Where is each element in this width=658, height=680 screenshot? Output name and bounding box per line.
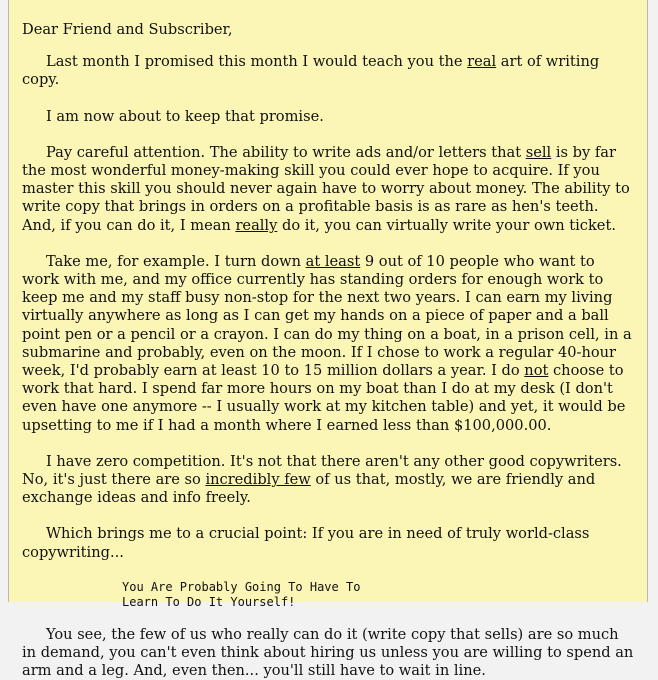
paragraph-2: I am now about to keep that promise. xyxy=(46,107,324,125)
paragraph-6: Which brings me to a crucial point: If you are in need of truly world-class copywriting... xyxy=(22,525,590,561)
paragraph-7: You see, the few of us who really can do it (write copy that sells) are so much in demand, you can't even think about hiring us unless you are willing to spend an arm and a leg. And, even then... you'll still have to wait in line. xyxy=(22,625,634,680)
paragraph-4 xyxy=(22,253,634,435)
text: is by far the most wonderful money-making skill you could ever hope to acquire. If you master this skill you should never again have to worry about money. The ability to write copy that brings in orders on a profitable basis is as rare as hen's teeth. And, if you can do it, I mean xyxy=(22,143,630,234)
text: I have zero competition. It's not that there aren't any other good copywriters. No, it's just there are so xyxy=(22,452,622,489)
monospace-line: Learn To Do It Yourself! xyxy=(122,594,296,609)
underlined-text: at least xyxy=(305,252,361,270)
text: Last month I promised this month I would teach you the xyxy=(46,53,468,71)
letter-page xyxy=(8,0,648,680)
underlined-text: real xyxy=(467,53,497,71)
text: Pay careful attention. The ability to write ads and/or letters that xyxy=(46,143,526,161)
underlined-text: not xyxy=(524,362,549,380)
monospace-headline xyxy=(122,580,634,610)
paragraph-3 xyxy=(22,144,634,235)
text: art of writing copy. xyxy=(22,53,600,89)
monospace-line: You Are Probably Going To Have To xyxy=(122,579,361,594)
paragraph-1 xyxy=(22,53,634,89)
underlined-text: sell xyxy=(525,143,552,161)
paragraph-5 xyxy=(22,453,634,508)
underlined-text: incredibly few xyxy=(205,471,311,489)
underlined-text: really xyxy=(235,216,278,234)
text: 9 out of 10 people who want to work with me, and my office currently has standing orders for enough work to keep me and my staff busy non-stop for the next two years. I can earn my living virtually anywhere as long as I can get my hands on a piece of paper and a ball point pen or a pencil or a crayon. I can do my thing on a boat, in a prison cell, in a submarine and probably, even on the moon. If I chose to work a regular 40-hour week, I'd probably earn at least 10 to 15 million dollars a year. I do xyxy=(22,252,632,380)
text: Take me, for example. I turn down xyxy=(46,252,306,270)
text: choose to work that hard. I spend far more hours on my boat than I do at my desk (I don't even have one anymore -- I usually work at my kitchen table) and yet, it would be upsetting to me if I had a month where I earned less than $100,000.00. xyxy=(22,362,626,434)
salutation: Dear Friend and Subscriber, xyxy=(22,21,233,38)
text: of us that, mostly, we are friendly and exchange ideas and info freely. xyxy=(22,471,596,507)
text: do it, you can virtually write your own ticket. xyxy=(277,216,616,234)
